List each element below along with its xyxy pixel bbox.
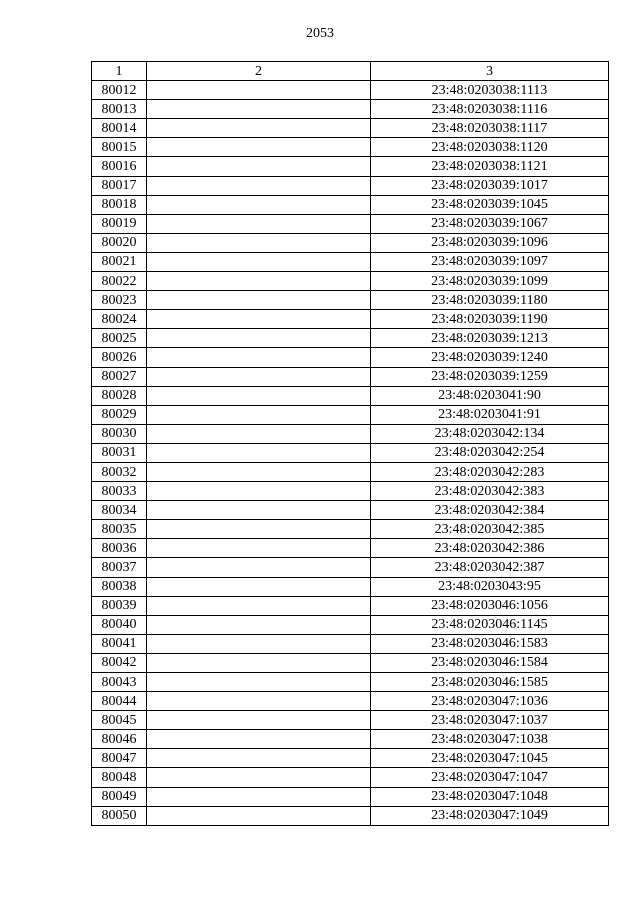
row-empty-cell xyxy=(147,100,371,119)
row-number-cell: 80037 xyxy=(92,558,147,577)
row-empty-cell xyxy=(147,634,371,653)
row-number-cell: 80036 xyxy=(92,539,147,558)
cadastral-number-cell: 23:48:0203047:1048 xyxy=(371,787,609,806)
row-empty-cell xyxy=(147,348,371,367)
table-row xyxy=(92,596,609,615)
column-header-3: 3 xyxy=(371,62,609,81)
row-empty-cell xyxy=(147,711,371,730)
cadastral-number-cell: 23:48:0203046:1145 xyxy=(371,615,609,634)
cadastral-number-cell: 23:48:0203042:385 xyxy=(371,520,609,539)
row-empty-cell xyxy=(147,81,371,100)
table-header-row xyxy=(92,62,609,81)
row-number-cell: 80026 xyxy=(92,348,147,367)
cadastral-number-cell: 23:48:0203039:1017 xyxy=(371,176,609,195)
row-empty-cell xyxy=(147,596,371,615)
table-row xyxy=(92,443,609,462)
cadastral-number-cell: 23:48:0203039:1067 xyxy=(371,214,609,233)
table-row xyxy=(92,119,609,138)
row-number-cell: 80033 xyxy=(92,482,147,501)
table-row xyxy=(92,214,609,233)
table-row xyxy=(92,501,609,520)
row-empty-cell xyxy=(147,329,371,348)
table-row xyxy=(92,806,609,825)
row-number-cell: 80035 xyxy=(92,520,147,539)
table-row xyxy=(92,482,609,501)
table-row xyxy=(92,386,609,405)
row-empty-cell xyxy=(147,367,371,386)
table-row xyxy=(92,673,609,692)
row-number-cell: 80040 xyxy=(92,615,147,634)
row-empty-cell xyxy=(147,558,371,577)
row-empty-cell xyxy=(147,386,371,405)
row-number-cell: 80015 xyxy=(92,138,147,157)
row-empty-cell xyxy=(147,520,371,539)
cadastral-number-cell: 23:48:0203042:254 xyxy=(371,443,609,462)
row-number-cell: 80049 xyxy=(92,787,147,806)
row-empty-cell xyxy=(147,195,371,214)
row-empty-cell xyxy=(147,138,371,157)
row-empty-cell xyxy=(147,768,371,787)
row-empty-cell xyxy=(147,233,371,252)
cadastral-number-cell: 23:48:0203047:1036 xyxy=(371,692,609,711)
cadastral-number-cell: 23:48:0203038:1121 xyxy=(371,157,609,176)
cadastral-number-cell: 23:48:0203042:383 xyxy=(371,482,609,501)
row-number-cell: 80047 xyxy=(92,749,147,768)
table-row xyxy=(92,749,609,768)
cadastral-number-cell: 23:48:0203039:1097 xyxy=(371,252,609,271)
table-row xyxy=(92,768,609,787)
column-header-2: 2 xyxy=(147,62,371,81)
row-number-cell: 80043 xyxy=(92,673,147,692)
cadastral-number-cell: 23:48:0203047:1047 xyxy=(371,768,609,787)
row-empty-cell xyxy=(147,424,371,443)
table-row xyxy=(92,730,609,749)
table-row xyxy=(92,176,609,195)
table-row xyxy=(92,138,609,157)
row-number-cell: 80046 xyxy=(92,730,147,749)
table-row xyxy=(92,329,609,348)
cadastral-number-cell: 23:48:0203039:1190 xyxy=(371,310,609,329)
table-row xyxy=(92,367,609,386)
table-body xyxy=(92,81,609,826)
row-number-cell: 80031 xyxy=(92,443,147,462)
row-number-cell: 80018 xyxy=(92,195,147,214)
table-row xyxy=(92,462,609,481)
table-row xyxy=(92,157,609,176)
cadastral-number-cell: 23:48:0203038:1117 xyxy=(371,119,609,138)
row-number-cell: 80012 xyxy=(92,81,147,100)
table-row xyxy=(92,405,609,424)
cadastral-number-cell: 23:48:0203041:90 xyxy=(371,386,609,405)
table-row xyxy=(92,520,609,539)
row-number-cell: 80023 xyxy=(92,291,147,310)
registry-table xyxy=(91,61,609,826)
cadastral-number-cell: 23:48:0203039:1096 xyxy=(371,233,609,252)
row-empty-cell xyxy=(147,252,371,271)
table-row xyxy=(92,291,609,310)
row-empty-cell xyxy=(147,749,371,768)
row-empty-cell xyxy=(147,272,371,291)
row-number-cell: 80038 xyxy=(92,577,147,596)
row-empty-cell xyxy=(147,653,371,672)
row-empty-cell xyxy=(147,673,371,692)
table-row xyxy=(92,711,609,730)
row-number-cell: 80030 xyxy=(92,424,147,443)
row-number-cell: 80042 xyxy=(92,653,147,672)
cadastral-number-cell: 23:48:0203039:1213 xyxy=(371,329,609,348)
cadastral-number-cell: 23:48:0203042:386 xyxy=(371,539,609,558)
table-row xyxy=(92,424,609,443)
row-number-cell: 80016 xyxy=(92,157,147,176)
cadastral-number-cell: 23:48:0203042:387 xyxy=(371,558,609,577)
cadastral-number-cell: 23:48:0203047:1038 xyxy=(371,730,609,749)
table-row xyxy=(92,577,609,596)
row-number-cell: 80039 xyxy=(92,596,147,615)
row-empty-cell xyxy=(147,462,371,481)
row-empty-cell xyxy=(147,730,371,749)
cadastral-number-cell: 23:48:0203039:1259 xyxy=(371,367,609,386)
row-empty-cell xyxy=(147,157,371,176)
row-number-cell: 80025 xyxy=(92,329,147,348)
cadastral-number-cell: 23:48:0203043:95 xyxy=(371,577,609,596)
row-number-cell: 80044 xyxy=(92,692,147,711)
table-row xyxy=(92,539,609,558)
row-empty-cell xyxy=(147,482,371,501)
table-row xyxy=(92,252,609,271)
row-empty-cell xyxy=(147,806,371,825)
cadastral-number-cell: 23:48:0203047:1049 xyxy=(371,806,609,825)
cadastral-number-cell: 23:48:0203046:1583 xyxy=(371,634,609,653)
cadastral-number-cell: 23:48:0203042:283 xyxy=(371,462,609,481)
row-number-cell: 80014 xyxy=(92,119,147,138)
cadastral-number-cell: 23:48:0203039:1240 xyxy=(371,348,609,367)
cadastral-number-cell: 23:48:0203046:1584 xyxy=(371,653,609,672)
cadastral-number-cell: 23:48:0203039:1180 xyxy=(371,291,609,310)
cadastral-number-cell: 23:48:0203039:1045 xyxy=(371,195,609,214)
row-number-cell: 80017 xyxy=(92,176,147,195)
table-row xyxy=(92,615,609,634)
table-row xyxy=(92,272,609,291)
row-number-cell: 80041 xyxy=(92,634,147,653)
cadastral-number-cell: 23:48:0203042:134 xyxy=(371,424,609,443)
cadastral-number-cell: 23:48:0203042:384 xyxy=(371,501,609,520)
row-number-cell: 80013 xyxy=(92,100,147,119)
row-empty-cell xyxy=(147,405,371,424)
table-row xyxy=(92,653,609,672)
row-number-cell: 80022 xyxy=(92,272,147,291)
row-empty-cell xyxy=(147,615,371,634)
table-row xyxy=(92,310,609,329)
cadastral-number-cell: 23:48:0203038:1113 xyxy=(371,81,609,100)
row-number-cell: 80050 xyxy=(92,806,147,825)
cadastral-number-cell: 23:48:0203047:1037 xyxy=(371,711,609,730)
table-row xyxy=(92,233,609,252)
row-empty-cell xyxy=(147,291,371,310)
row-number-cell: 80048 xyxy=(92,768,147,787)
row-empty-cell xyxy=(147,310,371,329)
cadastral-number-cell: 23:48:0203047:1045 xyxy=(371,749,609,768)
row-empty-cell xyxy=(147,577,371,596)
row-empty-cell xyxy=(147,539,371,558)
row-number-cell: 80032 xyxy=(92,462,147,481)
row-number-cell: 80021 xyxy=(92,252,147,271)
table-row xyxy=(92,100,609,119)
row-empty-cell xyxy=(147,501,371,520)
row-empty-cell xyxy=(147,119,371,138)
cadastral-number-cell: 23:48:0203046:1585 xyxy=(371,673,609,692)
table-row xyxy=(92,348,609,367)
table-row xyxy=(92,692,609,711)
table-row xyxy=(92,787,609,806)
row-empty-cell xyxy=(147,787,371,806)
cadastral-number-cell: 23:48:0203038:1120 xyxy=(371,138,609,157)
row-empty-cell xyxy=(147,443,371,462)
cadastral-number-cell: 23:48:0203039:1099 xyxy=(371,272,609,291)
page-number: 2053 xyxy=(306,26,334,41)
column-header-1: 1 xyxy=(92,62,147,81)
row-empty-cell xyxy=(147,176,371,195)
row-number-cell: 80027 xyxy=(92,367,147,386)
table-row xyxy=(92,81,609,100)
row-number-cell: 80028 xyxy=(92,386,147,405)
row-empty-cell xyxy=(147,692,371,711)
table-row xyxy=(92,558,609,577)
row-empty-cell xyxy=(147,214,371,233)
row-number-cell: 80034 xyxy=(92,501,147,520)
row-number-cell: 80045 xyxy=(92,711,147,730)
cadastral-number-cell: 23:48:0203038:1116 xyxy=(371,100,609,119)
row-number-cell: 80019 xyxy=(92,214,147,233)
row-number-cell: 80020 xyxy=(92,233,147,252)
table-row xyxy=(92,634,609,653)
cadastral-number-cell: 23:48:0203046:1056 xyxy=(371,596,609,615)
cadastral-number-cell: 23:48:0203041:91 xyxy=(371,405,609,424)
row-number-cell: 80029 xyxy=(92,405,147,424)
table-row xyxy=(92,195,609,214)
row-number-cell: 80024 xyxy=(92,310,147,329)
